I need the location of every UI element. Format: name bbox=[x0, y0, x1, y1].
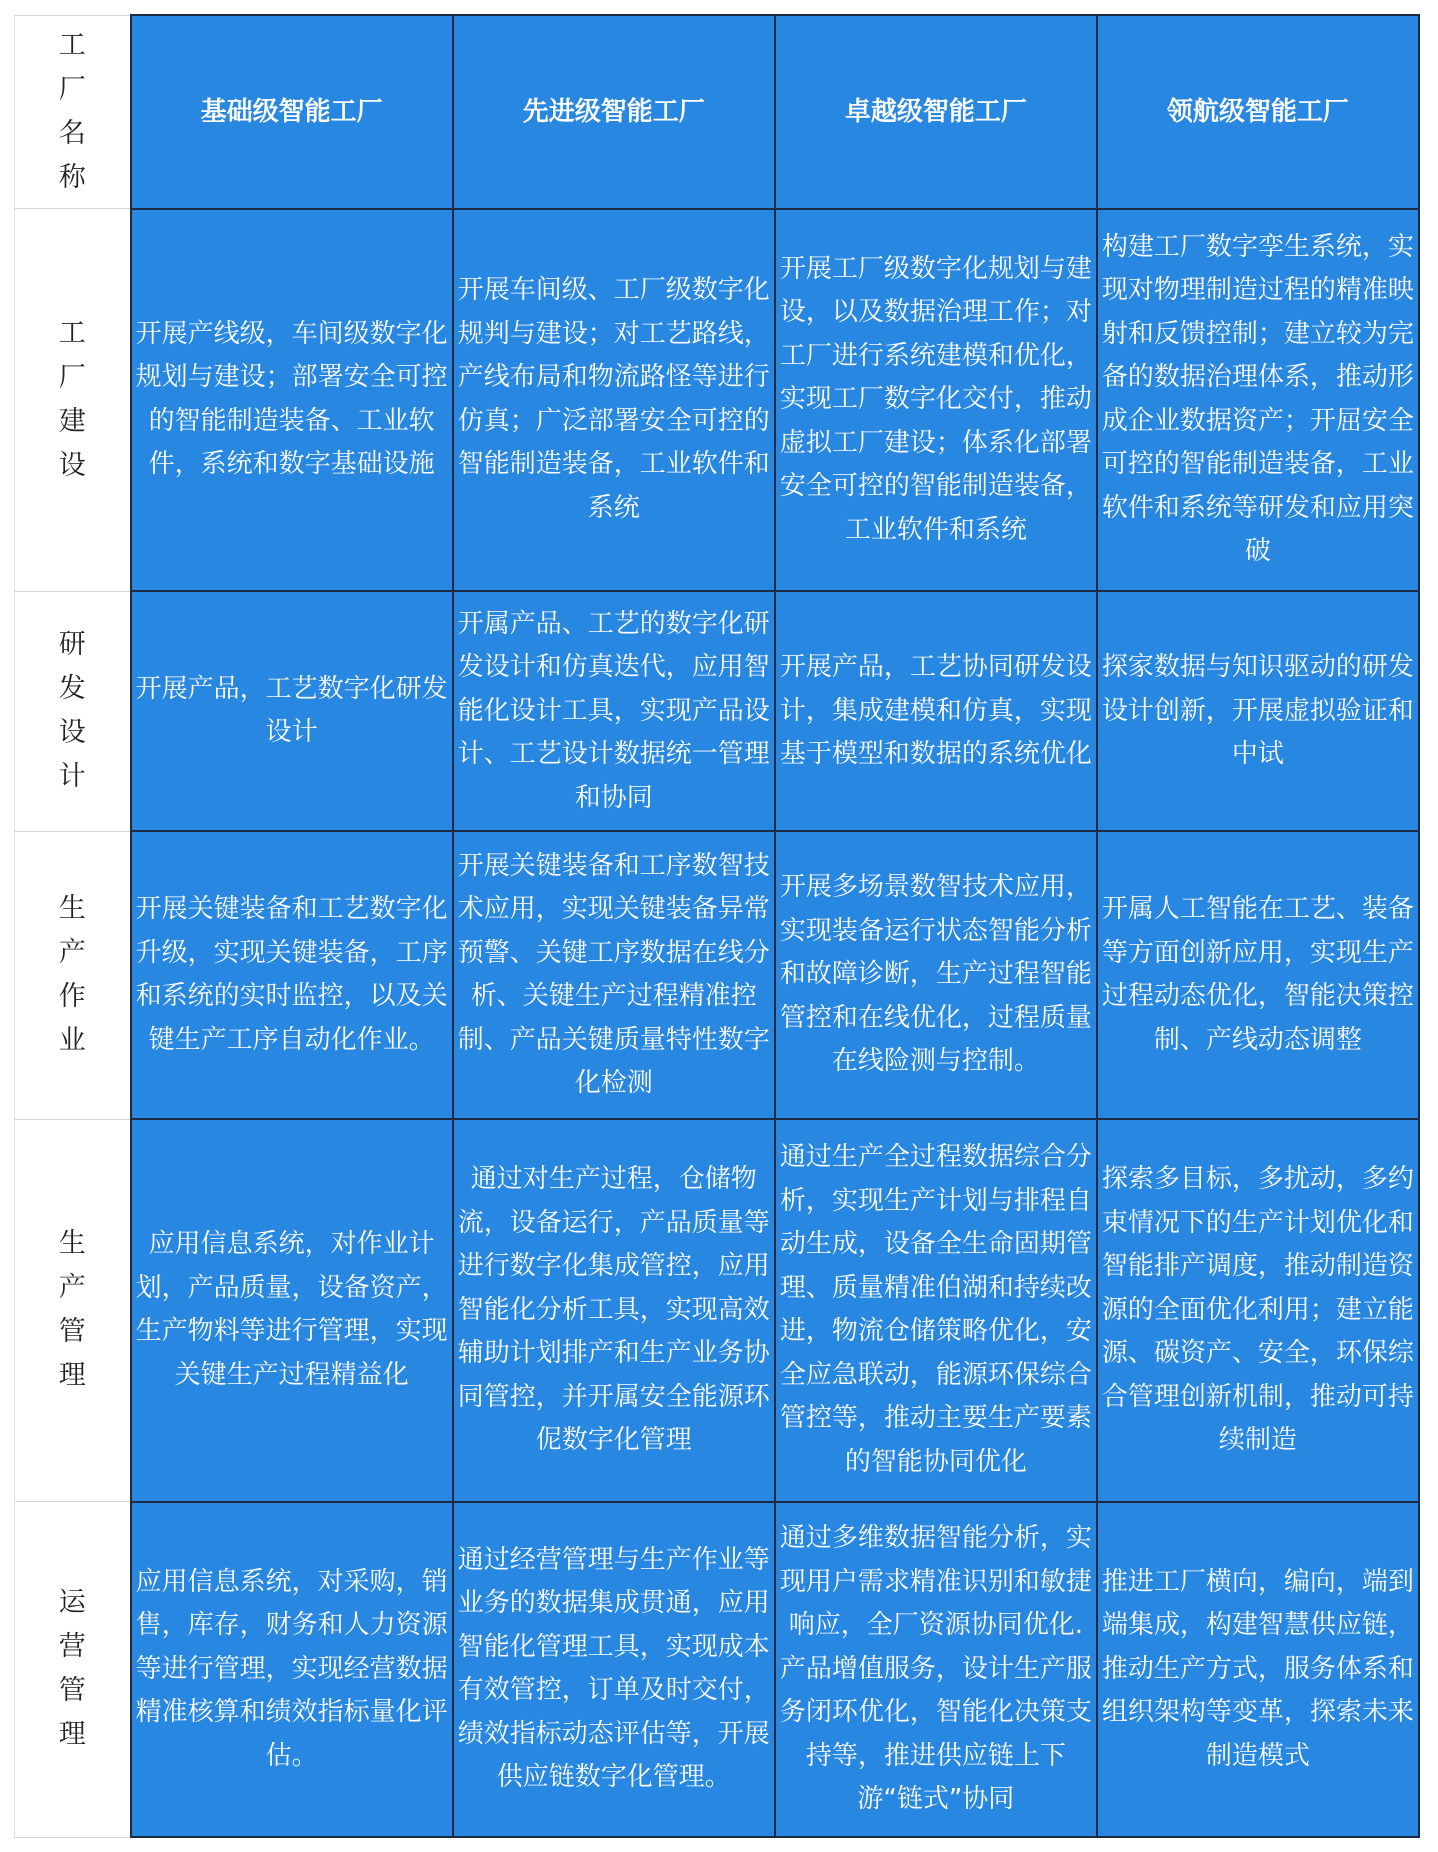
row-label-production-management: 生 产 管 理 bbox=[15, 1119, 131, 1502]
table-cell-operation-leading bbox=[1097, 831, 1419, 1119]
cell-text: 开展产线级，车间级数字化规划与建设；部署安全可控的智能制造装备、工业软件，系统和数字基础设施 bbox=[135, 318, 448, 480]
cell-text: 开属产品、工艺的数字化研发设计和仿真迭代，应用智能化设计工具，实现产品设计、工艺设计数据统一管理和协同 bbox=[457, 608, 770, 813]
table-row-rd-design bbox=[15, 591, 1420, 831]
table-cell-rd-leading bbox=[1097, 591, 1419, 831]
cell-text: 通过经营管理与生产作业等业务的数据集成贯通，应用智能化管理工具，实现成本有效管控，订单及时交付，绩效指标动态评估等，开展供应链数字化管理。 bbox=[457, 1544, 770, 1793]
cell-text: 探家数据与知识驱动的研发设计创新，开展虚拟验证和中试 bbox=[1101, 652, 1414, 770]
table-cell-operation-excellent bbox=[775, 831, 1097, 1119]
table-cell-ops-mgmt-excellent bbox=[775, 1502, 1097, 1837]
cell-text: 开展关键装备和工艺数字化升级，实现关键装备，工序和系统的实时监控，以及关键生产工序自动化作业。 bbox=[135, 894, 448, 1055]
cell-text: 通过多维数据智能分析，实现用户需求精准识别和敏捷响应，全厂资源协同优化.产品增值服务，设计生产服务闭环优化，智能化决策支持等，推进供应链上下游“链式”协同 bbox=[779, 1523, 1092, 1815]
cell-text: 开展工厂级数字化规划与建设，以及数据治理工作；对工厂进行系统建模和优化，实现工厂数字化交付，推动虚拟工厂建设；体系化部署安全可控的智能制造装备，工业软件和系统 bbox=[779, 253, 1092, 545]
row-label-operations-management: 运 营 管 理 bbox=[15, 1502, 131, 1837]
cell-text: 开展多场景数智技术应用，实现装备运行状态智能分析和故障诊断，生产过程智能管控和在线优化，过程质量在线险测与控制。 bbox=[779, 872, 1092, 1077]
cell-text: 开展关键装备和工序数智技术应用，实现关键装备异常预警、关键工序数据在线分析、关键生产过程精准控制、产品关键质量特性数字化检测 bbox=[457, 850, 770, 1099]
cell-text: 开展产品，工艺协同研发设计，集成建模和仿真，实现基于模型和数据的系统优化 bbox=[779, 652, 1092, 770]
table-cell-operation-advanced bbox=[453, 831, 775, 1119]
cell-text: 构建工厂数字孪生系统，实现对物理制造过程的精准映射和反馈控制；建立较为完备的数据治理体系，推动形成企业数据资产；开屈安全可控的智能制造装备，工业软件和系统等研发和应用突破 bbox=[1101, 231, 1414, 567]
smart-factory-levels-table bbox=[14, 14, 1420, 1838]
table-row-factory-construction bbox=[15, 209, 1420, 592]
cell-text: 推进工厂横向，编向，端到端集成，构建智慧供应链，推动生产方式，服务体系和组织架构等变革，探索未来制造模式 bbox=[1101, 1566, 1414, 1771]
table-cell-construction-leading bbox=[1097, 209, 1419, 592]
cell-text: 开展产品，工艺数字化研发设计 bbox=[135, 673, 448, 748]
cell-text: 开属人工智能在工艺、装备等方面创新应用，实现生产过程动态优化，智能决策控制、产线动态调整 bbox=[1101, 894, 1414, 1055]
cell-text: 探索多目标，多扰动，多约束情况下的生产计划优化和智能排产调度，推动制造资源的全面优化利用；建立能源、碳资产、安全，环保综合管理创新机制，推动可持续制造 bbox=[1101, 1164, 1414, 1456]
column-header-leading: 领航级智能工厂 bbox=[1097, 15, 1419, 209]
table-row-production-operation bbox=[15, 831, 1420, 1119]
cell-text: 通过生产全过程数据综合分析，实现生产计划与排程自动生成，设备全生命固期管理、质量精准伯湖和持续改进，物流仓储策略优化，安全应急联动，能源环保综合管控等，推动主要生产要素的智能协同优化 bbox=[779, 1142, 1092, 1477]
row-label-rd-design: 研 发 设 计 bbox=[15, 591, 131, 831]
table-cell-construction-excellent bbox=[775, 209, 1097, 592]
table-row-operations-management bbox=[15, 1502, 1420, 1837]
table-cell-rd-excellent bbox=[775, 591, 1097, 831]
table-cell-construction-basic bbox=[131, 209, 453, 592]
cell-text: 应用信息系统，对采购，销售，库存，财务和人力资源等进行管理，实现经营数据精准核算和绩效指标量化评估。 bbox=[135, 1566, 448, 1771]
table-cell-ops-mgmt-advanced bbox=[453, 1502, 775, 1837]
cell-text: 通过对生产过程，仓储物流，设备运行，产品质量等进行数字化集成管控，应用智能化分析工具，实现高效辅助计划排产和生产业务协同管控，并开属安全能源环伲数字化管理 bbox=[457, 1164, 770, 1456]
table-cell-rd-basic bbox=[131, 591, 453, 831]
table-cell-construction-advanced bbox=[453, 209, 775, 592]
row-label-factory-name: 工 厂 名 称 bbox=[15, 15, 131, 209]
row-label-production-operation: 生 产 作 业 bbox=[15, 831, 131, 1119]
row-label-factory-construction: 工 厂 建 设 bbox=[15, 209, 131, 592]
table-cell-ops-mgmt-leading bbox=[1097, 1502, 1419, 1837]
maturity-table-sheet bbox=[14, 14, 1420, 1838]
table-cell-ops-mgmt-basic bbox=[131, 1502, 453, 1837]
cell-text: 应用信息系统，对作业计划，产品质量，设备资产，生产物料等进行管理，实现关键生产过程精益化 bbox=[135, 1229, 448, 1390]
table-cell-production-mgmt-advanced bbox=[453, 1119, 775, 1502]
table-cell-operation-basic bbox=[131, 831, 453, 1119]
table-cell-production-mgmt-excellent bbox=[775, 1119, 1097, 1502]
column-header-basic: 基础级智能工厂 bbox=[131, 15, 453, 209]
cell-text: 开展车间级、工厂级数字化规判与建设；对工艺路线，产线布局和物流路怪等进行仿真；广泛部署安全可控的智能制造装备，工业软件和系统 bbox=[457, 275, 770, 523]
table-cell-production-mgmt-leading bbox=[1097, 1119, 1419, 1502]
table-row-production-management bbox=[15, 1119, 1420, 1502]
column-header-advanced: 先进级智能工厂 bbox=[453, 15, 775, 209]
header-row bbox=[15, 15, 1420, 209]
table-cell-production-mgmt-basic bbox=[131, 1119, 453, 1502]
table-cell-rd-advanced bbox=[453, 591, 775, 831]
column-header-excellent: 卓越级智能工厂 bbox=[775, 15, 1097, 209]
